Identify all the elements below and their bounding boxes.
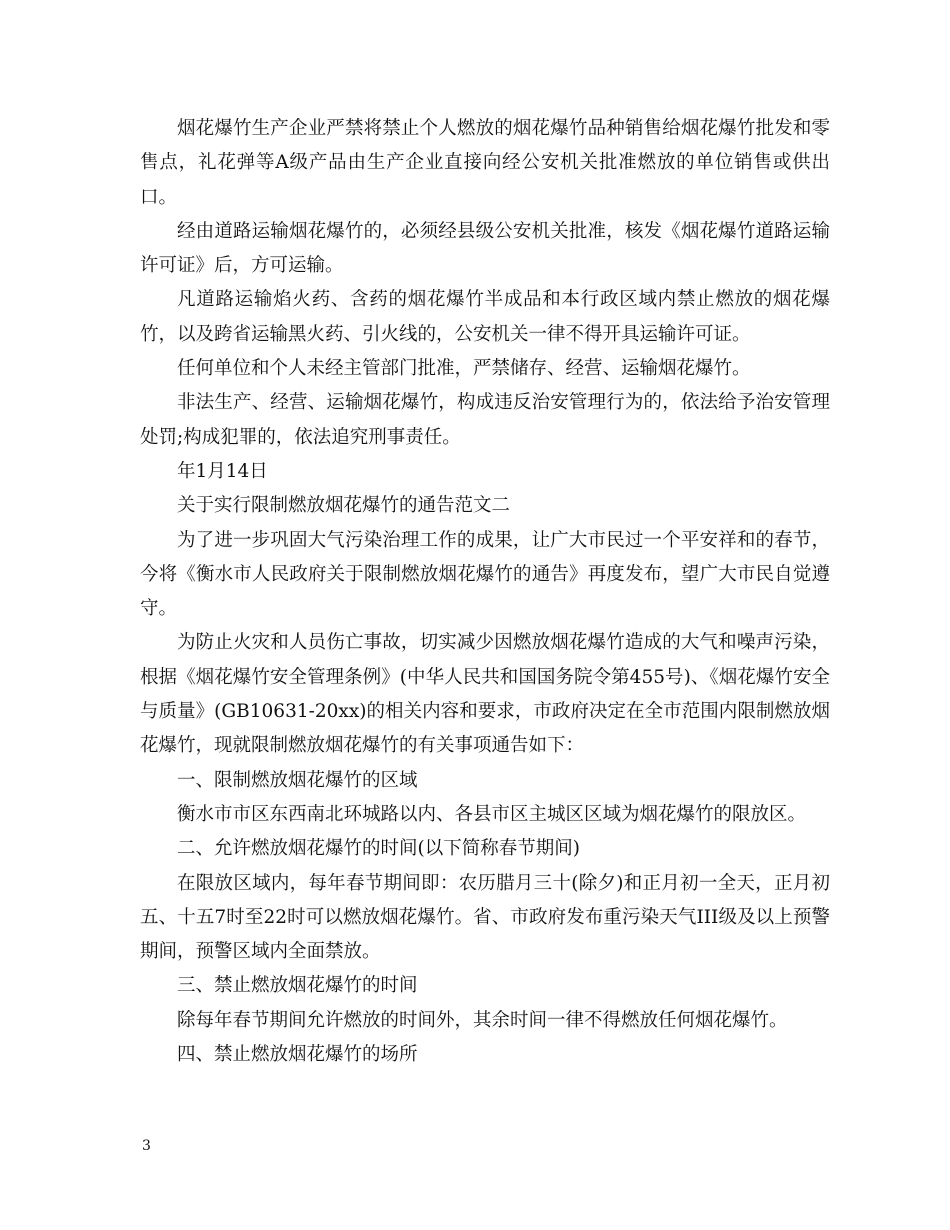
paragraph: 烟花爆竹生产企业严禁将禁止个人燃放的烟花爆竹品种销售给烟花爆竹批发和零售点，礼花弹等A级产品由生产企业直接向经公安机关批准燃放的单位销售或供出口。 xyxy=(140,118,830,208)
paragraph: 任何单位和个人未经主管部门批准，严禁储存、经营、运输烟花爆竹。 xyxy=(177,358,751,380)
heading-item: 一、限制燃放烟花爆竹的区域 xyxy=(177,769,418,791)
paragraph: 凡道路运输焰火药、含药的烟花爆竹半成品和本行政区域内禁止燃放的烟花爆竹，以及跨省运输黑火药、引火线的，公安机关一律不得开具运输许可证。 xyxy=(140,289,830,345)
paragraph: 在限放区域内，每年春节期间即：农历腊月三十(除夕)和正月初一全天，正月初五、十五7时至22时可以燃放烟花爆竹。省、市政府发布重污染天气III级及以上预警期间，预警区域内全面禁放。 xyxy=(140,872,830,963)
paragraph: 除每年春节期间允许燃放的时间外，其余时间一律不得燃放任何烟花爆竹。 xyxy=(177,1009,788,1031)
document-body xyxy=(140,112,830,1072)
heading-item: 三、禁止燃放烟花爆竹的时间 xyxy=(177,975,418,997)
paragraph: 非法生产、经营、运输烟花爆竹，构成违反治安管理行为的，依法给予治安管理处罚;构成犯罪的，依法追究刑事责任。 xyxy=(140,392,830,448)
page-number: 3 xyxy=(142,1138,151,1154)
section-title: 关于实行限制燃放烟花爆竹的通告范文二 xyxy=(177,495,511,517)
paragraph: 为防止火灾和人员伤亡事故，切实减少因燃放烟花爆竹造成的大气和噪声污染，根据《烟花爆竹安全管理条例》(中华人民共和国国务院令第455号)、《烟花爆竹安全与质量》(GB10631-20xx)的相关内容和要求，市政府决定在全市范围内限制燃放烟花爆竹，现就限制燃放烟花爆竹的有关事项通告如下： xyxy=(140,632,830,757)
paragraph: 衡水市市区东西南北环城路以内、各县市区主城区区域为烟花爆竹的限放区。 xyxy=(177,803,807,825)
heading-item: 二、允许燃放烟花爆竹的时间(以下简称春节期间) xyxy=(177,838,580,860)
heading-item: 四、禁止燃放烟花爆竹的场所 xyxy=(177,1044,418,1066)
date-line: 年1月14日 xyxy=(177,460,268,482)
paragraph: 为了进一步巩固大气污染治理工作的成果，让广大市民过一个平安祥和的春节，今将《衡水市人民政府关于限制燃放烟花爆竹的通告》再度发布，望广大市民自觉遵守。 xyxy=(140,529,830,620)
paragraph: 经由道路运输烟花爆竹的，必须经县级公安机关批准，核发《烟花爆竹道路运输许可证》后，方可运输。 xyxy=(140,220,830,277)
